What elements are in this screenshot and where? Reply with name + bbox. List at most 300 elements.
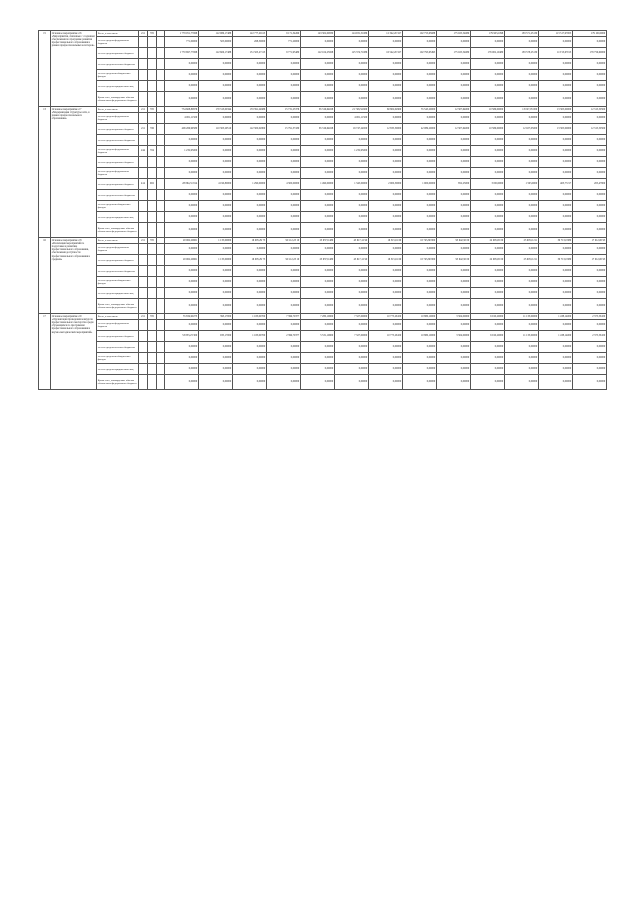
value-cell: 0,00000 [301,59,335,70]
value-cell: 0,00000 [505,59,539,70]
code-cell [139,48,148,59]
value-cell: 0,00000 [539,113,573,124]
value-cell: 0,00000 [369,288,403,299]
value-cell: 125 374,71086 [335,48,369,59]
value-cell: 0,00000 [267,81,301,92]
value-cell: 0,00000 [165,59,199,70]
value-cell: 0,00000 [505,299,539,314]
value-cell: 0,00000 [301,342,335,353]
value-cell: 2 375,56100 [573,314,607,320]
value-cell: 0,00000 [539,277,573,288]
value-cell: 771,20000 [267,37,301,48]
funding-source: за счет средств местных бюджетов [97,342,139,353]
value-cell: 0,00000 [165,157,199,168]
value-cell: 0,00000 [165,92,199,107]
value-cell: 0,00000 [403,135,437,146]
value-cell: 0,00000 [437,212,471,223]
value-cell: 0,00000 [471,81,505,92]
value-cell: 0,00000 [505,212,539,223]
value-cell: 0,00000 [437,201,471,212]
value-cell: 0,00000 [233,70,267,81]
value-cell: 0,00000 [539,201,573,212]
value-cell: 1 438,14000 [539,314,573,320]
value-cell: 0,00000 [267,157,301,168]
value-cell: 0,00000 [267,288,301,299]
value-cell: 102 755,63688 [403,31,437,37]
code-cell [157,146,165,157]
funding-source: за счет средств юридических лиц [97,288,139,299]
value-cell: 65 316,64028 [301,107,335,113]
value-cell: 0,00000 [199,212,233,223]
value-cell: 0,00000 [403,223,437,238]
value-cell: 0,00000 [233,146,267,157]
value-cell: 0,00000 [301,299,335,314]
value-cell: 0,00000 [301,201,335,212]
value-cell: 0,00000 [403,168,437,179]
value-cell: 0,00000 [199,59,233,70]
value-cell: 0,00000 [369,244,403,255]
code-cell [139,190,148,201]
value-cell: 3 304,00000 [437,314,471,320]
value-cell: 0,00000 [267,59,301,70]
value-cell: 0,00000 [403,244,437,255]
value-cell: 1 183,00700 [233,314,267,320]
value-cell: 0,00000 [403,277,437,288]
value-cell: 0,00000 [199,244,233,255]
value-cell: 0,00000 [573,135,607,146]
value-cell: 0,00000 [369,201,403,212]
code-cell [157,135,165,146]
code-cell: 211 [139,124,148,135]
value-cell: 0,00000 [539,92,573,107]
value-cell: 4 190,80000 [199,179,233,190]
value-cell: 0,00000 [233,92,267,107]
value-cell: 0,00000 [165,342,199,353]
code-cell [148,277,157,288]
value-cell: 113 53,67013 [539,48,573,59]
funding-source: Всего, в том числе: [97,31,139,37]
code-cell [157,179,165,190]
funding-source: за счет средств местных бюджетов [97,266,139,277]
code-cell [157,288,165,299]
value-cell: 179 756,60000 [573,48,607,59]
value-cell: 20 062,20661 [165,238,199,244]
value-cell: 0,00000 [369,113,403,124]
value-cell: 0,00000 [403,364,437,375]
value-cell: 183 571,23130 [505,31,539,37]
value-cell: 6 910,20000 [471,314,505,320]
value-cell: 0,00000 [199,364,233,375]
value-cell: 110 303,29510 [199,124,233,135]
code-cell [157,59,165,70]
table-row [39,212,607,223]
value-cell: 0,00000 [369,81,403,92]
value-cell: 0,00000 [437,81,471,92]
value-cell: 0,00000 [539,135,573,146]
value-cell: 0,00000 [573,70,607,81]
value-cell: 0,00000 [471,266,505,277]
value-cell: 0,00000 [573,168,607,179]
value-cell: 0,00000 [267,299,301,314]
code-cell [157,92,165,107]
table-row [39,255,607,266]
value-cell: 0,00000 [573,299,607,314]
value-cell: 0,00000 [505,375,539,390]
value-cell: 0,00000 [335,320,369,331]
value-cell: 0,00000 [335,223,369,238]
value-cell: 0,00000 [369,212,403,223]
value-cell: 3 304,00000 [437,331,471,342]
value-cell: 12 027,05000 [505,124,539,135]
activity-name: Основное мероприятие 2.8 «Реализация мероприятий по подготовке и развитию профессионального образования, обеспечения доступности профессионального образования в среднем» [51,238,97,314]
table-row [39,70,607,81]
funding-source: за счет средств краевого бюджета [97,179,139,190]
value-cell: 0,00000 [505,244,539,255]
row-number: 15 [39,31,51,107]
value-cell: 0,00000 [437,353,471,364]
value-cell: 0,00000 [369,168,403,179]
value-cell: 0,00000 [233,168,267,179]
value-cell: 0,00000 [505,113,539,124]
value-cell: 0,00000 [301,81,335,92]
table-row [39,124,607,135]
funding-source: Кроме того, планируемые объемы обязательств федерального бюджета [97,92,139,107]
value-cell: 0,00000 [335,353,369,364]
value-cell: 16 747,24950 [335,124,369,135]
code-cell [157,124,165,135]
value-cell: 0,00000 [199,375,233,390]
value-cell: 0,00000 [233,375,267,390]
value-cell: 0,00000 [471,212,505,223]
value-cell: 176 002,10480 [471,48,505,59]
code-cell [148,244,157,255]
value-cell: 0,00000 [233,353,267,364]
value-cell: 0,00000 [505,223,539,238]
value-cell: 0,00000 [301,320,335,331]
value-cell: 0,00000 [233,364,267,375]
value-cell: 0,00000 [267,190,301,201]
value-cell: 0,00000 [165,320,199,331]
value-cell: 0,00000 [335,266,369,277]
value-cell: 0,00000 [335,277,369,288]
value-cell: 0,00000 [335,70,369,81]
value-cell: 0,00000 [573,81,607,92]
code-cell: 705 [148,31,157,37]
row-number: 13 [39,107,51,238]
value-cell: 1 900,00000 [403,179,437,190]
value-cell: 0,00000 [199,320,233,331]
table-row [39,157,607,168]
value-cell: 0,00000 [301,146,335,157]
funding-source: за счет средств краевого бюджета [97,48,139,59]
value-cell: 25 937,9 480 [301,238,335,244]
value-cell: 0,00000 [573,375,607,390]
funding-source: Кроме того, планируемые объемы обязательств федерального бюджета [97,223,139,238]
table-row [39,190,607,201]
value-cell: 15 731,23376 [267,107,301,113]
value-cell: 0,00000 [165,223,199,238]
value-cell: 0,00000 [233,135,267,146]
value-cell: 0,00000 [573,59,607,70]
value-cell: 25 937,9 480 [301,255,335,266]
value-cell: 0,00000 [369,299,403,314]
code-cell [148,255,157,266]
value-cell: 0,00000 [199,146,233,157]
value-cell: 0,00000 [165,81,199,92]
value-cell: 0,00000 [233,266,267,277]
value-cell: 0,00000 [505,92,539,107]
value-cell: 0,00000 [471,299,505,314]
value-cell: 0,00000 [505,81,539,92]
code-cell [157,299,165,314]
value-cell: 17 012,00 93 [573,238,607,244]
value-cell: 1 135,00000 [199,255,233,266]
table-row [39,223,607,238]
value-cell: 10 880,10000 [403,314,437,320]
value-cell: 0,00000 [539,223,573,238]
value-cell: 0,00000 [437,342,471,353]
code-cell [148,168,157,179]
value-cell: 1 183,00700 [233,331,267,342]
value-cell: 0,00000 [335,157,369,168]
value-cell: 0,00000 [165,277,199,288]
value-cell: 0,00000 [301,113,335,124]
value-cell: 7 327,00000 [335,331,369,342]
value-cell: 9 771,95480 [267,48,301,59]
value-cell: 16 542,20 327 [369,48,403,59]
value-cell: 0,00000 [267,244,301,255]
value-cell: 0,00000 [267,364,301,375]
value-cell: 0,00000 [267,266,301,277]
value-cell: 0,00000 [471,288,505,299]
value-cell: 0,00000 [199,92,233,107]
value-cell: 0,00000 [403,201,437,212]
table-row [39,59,607,70]
value-cell: 0,00000 [267,201,301,212]
value-cell: 0,00000 [437,92,471,107]
value-cell: 0,00000 [505,277,539,288]
value-cell: 0,00000 [539,37,573,48]
value-cell: 0,00000 [233,59,267,70]
value-cell: 0,00000 [505,353,539,364]
code-cell [148,157,157,168]
value-cell: 0,00000 [233,244,267,255]
value-cell: 0,00000 [505,70,539,81]
code-cell [139,353,148,364]
value-cell: 0,00000 [369,320,403,331]
value-cell: 0,00000 [335,375,369,390]
code-cell [139,331,148,342]
value-cell: 7 399,70377 [267,314,301,320]
value-cell: 133 391,24986 [233,107,267,113]
table-row [39,375,607,390]
code-cell [148,201,157,212]
value-cell: 0,00000 [573,157,607,168]
value-cell: 0,00000 [165,70,199,81]
code-cell [148,37,157,48]
value-cell: 0,00000 [539,353,573,364]
value-cell: 0,00000 [505,146,539,157]
value-cell: 0,00000 [199,201,233,212]
value-cell: 0,00000 [539,157,573,168]
funding-source: за счет средств юридических лиц [97,81,139,92]
value-cell: 0,00000 [301,70,335,81]
value-cell: 0,00000 [301,266,335,277]
code-cell [139,92,148,107]
value-cell: 0,00000 [505,37,539,48]
value-cell: 12 835,30000 [369,124,403,135]
value-cell: 0,00000 [301,157,335,168]
value-cell: 0,00000 [267,342,301,353]
funding-source: Всего, в том числе: [97,107,139,113]
value-cell: 0,00000 [573,266,607,277]
value-cell: 0,00000 [437,266,471,277]
code-cell [139,212,148,223]
code-cell [157,70,165,81]
code-cell [139,37,148,48]
value-cell: 90 112,23 10 [267,238,301,244]
value-cell: 0,00000 [437,168,471,179]
code-cell [148,59,157,70]
value-cell: 122 777,29113 [233,31,267,37]
value-cell: 7 280,10600 [301,314,335,320]
value-cell: 0,00000 [573,146,607,157]
value-cell: 0,00000 [471,201,505,212]
value-cell: 0,00000 [471,364,505,375]
value-cell: 4 300,00000 [267,179,301,190]
value-cell: 0,00000 [267,212,301,223]
value-cell: 0,00000 [301,277,335,288]
code-cell: 706 [148,124,157,135]
value-cell: 0,00000 [335,244,369,255]
value-cell: 0,00000 [233,190,267,201]
code-cell [157,48,165,59]
code-cell [148,364,157,375]
budget-document-page [38,30,604,390]
value-cell: 12 307,64000 [437,124,471,135]
row-number: 17 [39,314,51,390]
value-cell: 10 880,10000 [403,331,437,342]
value-cell: 0,00000 [165,168,199,179]
code-cell [139,266,148,277]
code-cell [157,37,165,48]
value-cell: 122 104,25828 [301,48,335,59]
code-cell [157,331,165,342]
value-cell: 20 062,20661 [165,255,199,266]
value-cell: 0,00000 [437,157,471,168]
value-cell: 16 315,61 60 [369,238,403,244]
value-cell: 0,00000 [539,342,573,353]
value-cell: 122 986,17488 [199,31,233,37]
value-cell: 0,00000 [335,190,369,201]
value-cell: 0,00000 [369,277,403,288]
value-cell: 0,00000 [573,244,607,255]
value-cell: 113 517,97003 [539,31,573,37]
value-cell: 0,00000 [301,37,335,48]
code-cell [139,244,148,255]
code-cell [148,113,157,124]
value-cell: 0,00000 [267,320,301,331]
value-cell: 9 171,34260 [267,31,301,37]
value-cell: 131 505,27113 [233,48,267,59]
value-cell: 0,00000 [335,212,369,223]
value-cell: 0,00000 [471,353,505,364]
value-cell: 16 005,29 73 [233,255,267,266]
value-cell: 0,00000 [437,277,471,288]
value-cell: 0,00000 [403,288,437,299]
code-cell [148,135,157,146]
value-cell: 0,00000 [165,135,199,146]
value-cell: 0,00000 [505,342,539,353]
value-cell: 0,00000 [369,37,403,48]
value-cell: 1 232,95000 [335,146,369,157]
value-cell: 0,00000 [301,353,335,364]
value-cell: 935,17000 [199,331,233,342]
funding-source: за счет средств краевого бюджета [97,331,139,342]
funding-source: за счет средств федерального бюджета [97,320,139,331]
value-cell: 0,00000 [471,375,505,390]
value-cell: 0,00000 [505,190,539,201]
value-cell: 95 942,50 00 [437,238,471,244]
value-cell: 0,00000 [437,244,471,255]
value-cell: 0,00000 [199,190,233,201]
value-cell: 0,00000 [505,168,539,179]
value-cell: 0,00000 [301,168,335,179]
value-cell: 2 375,56100 [573,331,607,342]
value-cell: 0,00000 [437,223,471,238]
code-cell [139,168,148,179]
value-cell: 0,00000 [573,277,607,288]
code-cell [139,201,148,212]
value-cell: 0,00000 [165,212,199,223]
funding-source: за счет средств внебюджетных фондов [97,70,139,81]
table-row [39,179,607,190]
code-cell [139,375,148,390]
code-cell [157,364,165,375]
value-cell: 0,00000 [403,157,437,168]
funding-source: за счет средств федерального бюджета [97,168,139,179]
value-cell: 0,00000 [437,59,471,70]
value-cell: 0,00000 [539,244,573,255]
code-cell [148,288,157,299]
value-cell: 0,00000 [335,342,369,353]
value-cell: 11 133,00000 [505,331,539,342]
value-cell: 5 531,10600 [301,331,335,342]
funding-source: за счет средств юридических лиц [97,212,139,223]
value-cell: 0,00000 [335,168,369,179]
table-row [39,277,607,288]
value-cell: 0,00000 [471,146,505,157]
value-cell: 0,00000 [335,59,369,70]
code-cell: 211 [139,314,148,320]
value-cell: 0,00000 [369,92,403,107]
code-cell [148,266,157,277]
value-cell: 0,00000 [403,375,437,390]
value-cell: 0,00000 [539,59,573,70]
value-cell: 53 833,23 300 [165,331,199,342]
funding-source: за счет средств местных бюджетов [97,135,139,146]
value-cell: 0,00000 [199,223,233,238]
funding-source: Всего, в том числе: [97,314,139,320]
value-cell: 0,00000 [471,157,505,168]
value-cell: 0,00000 [369,353,403,364]
value-cell: 0,00000 [267,113,301,124]
value-cell: 0,00000 [267,135,301,146]
value-cell: 25 905,6 211 [505,255,539,266]
value-cell: 0,00000 [437,299,471,314]
table-row [39,299,607,314]
funding-source: за счет средств краевого бюджета [97,124,139,135]
